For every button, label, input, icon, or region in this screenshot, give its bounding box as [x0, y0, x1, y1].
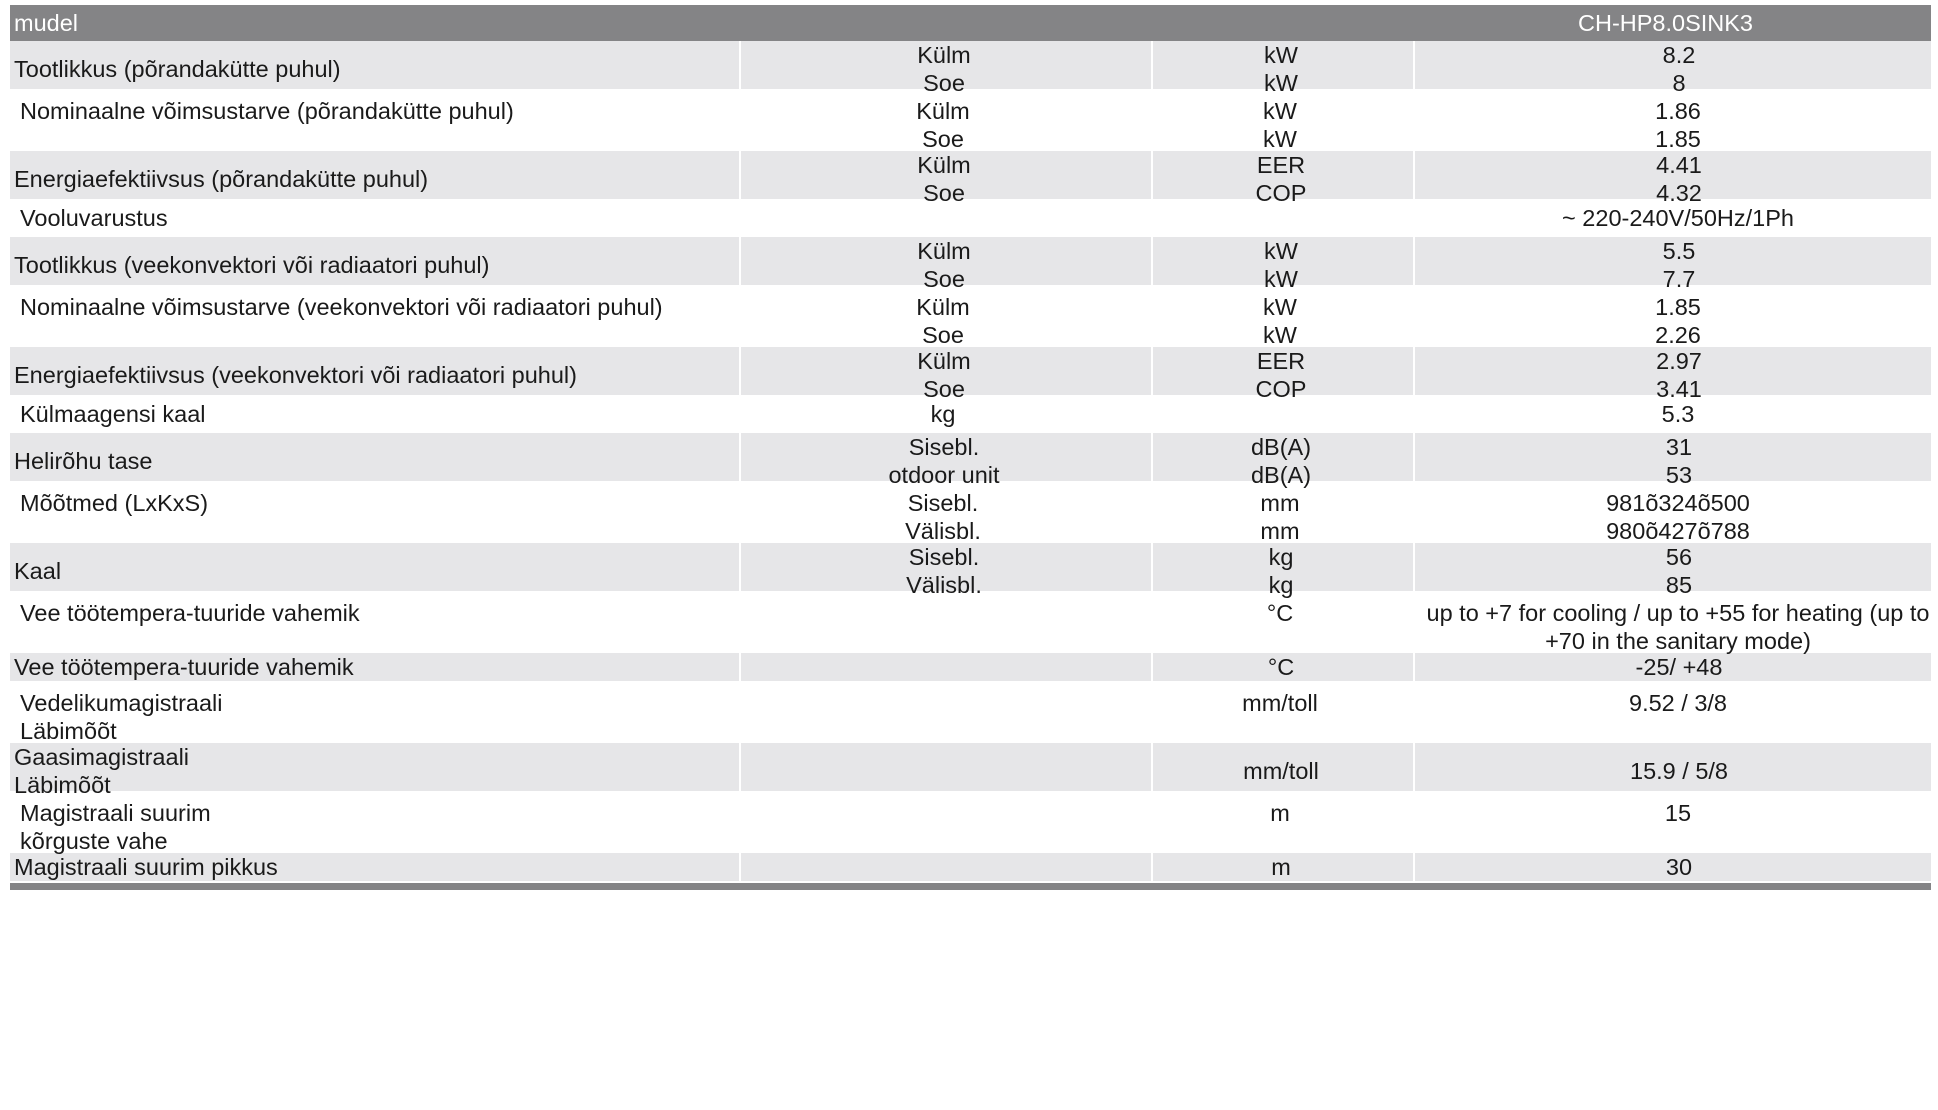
value-text: 5.5	[1662, 238, 1696, 264]
table-row	[10, 151, 1931, 206]
name-text: Energiaefektiivsus (veekonvektori või radiaatori puhul)	[14, 362, 577, 388]
cell-value	[1413, 853, 1938, 881]
mode-text: Välisbl.	[906, 572, 982, 598]
unit-text: kW	[1264, 238, 1298, 264]
unit-text: kW	[1263, 98, 1297, 124]
table-row	[10, 591, 1931, 653]
name-text: Tootlikkus (põrandakütte puhul)	[14, 56, 341, 82]
unit-text: kg	[1268, 544, 1294, 570]
mode-text: Külm	[917, 152, 971, 178]
cell-value	[1413, 791, 1938, 855]
name-text: Läbimõõt	[20, 718, 117, 744]
cell-mode	[739, 285, 1147, 349]
mode-text: Sisebl.	[907, 490, 979, 516]
model-name: CH-HP8.0SINK3	[1578, 10, 1753, 36]
name-text: Nominaalne võimsustarve (veekonvektori või radiaatori puhul)	[20, 294, 663, 320]
unit-text: COP	[1255, 376, 1307, 402]
unit-text: kW	[1264, 266, 1298, 292]
value-text: 9.52 / 3/8	[1629, 690, 1727, 716]
name-text: Kaal	[14, 558, 62, 584]
model-label: mudel	[14, 10, 79, 36]
value-text: 8.2	[1662, 42, 1696, 68]
table-row	[10, 681, 1931, 743]
name-text: Helirõhu tase	[14, 448, 153, 474]
table-row	[10, 433, 1931, 488]
unit-text: mm/toll	[1243, 758, 1319, 784]
table-row	[10, 237, 1931, 292]
table-row	[10, 89, 1931, 151]
unit-text: kg	[1268, 572, 1294, 598]
value-text: 8	[1672, 70, 1686, 96]
value-text: 980õ427õ788	[1606, 518, 1750, 544]
cell-name	[10, 89, 735, 153]
cell-value	[1413, 681, 1938, 745]
value-text: 5.3	[1661, 401, 1695, 427]
mode-text: Soe	[923, 70, 965, 96]
value-text: 53	[1665, 462, 1693, 488]
value-text: ~ 220-240V/50Hz/1Ph	[1562, 205, 1794, 231]
name-text: Energiaefektiivsus (põrandakütte puhul)	[14, 166, 429, 192]
cell-name	[10, 481, 735, 545]
name-text: Vedelikumagistraali	[20, 690, 223, 716]
value-text: 4.41	[1656, 152, 1702, 178]
table-row	[10, 653, 1931, 681]
unit-text: kW	[1264, 70, 1298, 96]
unit-text: kW	[1263, 126, 1297, 152]
value-text: 85	[1665, 572, 1693, 598]
mode-text: Välisbl.	[905, 518, 981, 544]
cell-value	[1413, 285, 1938, 349]
table-row	[10, 41, 1931, 96]
spec-table	[10, 5, 1931, 890]
table-row	[10, 791, 1931, 853]
unit-text: °C	[1266, 600, 1294, 626]
table-row	[10, 543, 1931, 598]
cell-name	[10, 591, 735, 655]
cell-mode	[739, 653, 1147, 681]
table-row	[10, 395, 1931, 433]
name-text: Tootlikkus (veekonvektori või radiaatori puhul)	[14, 252, 490, 278]
cell-value	[1413, 199, 1938, 237]
value-text: 56	[1665, 544, 1693, 570]
cell-value	[1413, 591, 1938, 655]
unit-text: dB(A)	[1250, 434, 1312, 460]
table-row	[10, 743, 1931, 798]
unit-text: kW	[1263, 294, 1297, 320]
table-header	[10, 5, 1931, 41]
name-text: kõrguste vahe	[20, 828, 168, 854]
mode-text: Soe	[922, 126, 964, 152]
cell-name	[10, 653, 735, 681]
name-text: Vooluvarustus	[20, 205, 168, 231]
cell-unit	[1151, 285, 1409, 349]
mode-text: Sisebl.	[908, 544, 980, 570]
mode-text: Külm	[916, 294, 970, 320]
mode-text: Sisebl.	[908, 434, 980, 460]
unit-text: m	[1270, 800, 1290, 826]
value-text: up to +7 for cooling / up to +55 for heating (up to +70 in the sanitary mode)	[1426, 600, 1930, 654]
value-text: 1.86	[1655, 98, 1701, 124]
name-text: Magistraali suurim	[20, 800, 211, 826]
cell-name	[10, 395, 735, 433]
cell-mode	[739, 853, 1147, 881]
mode-text: Soe	[923, 180, 965, 206]
cell-mode	[739, 481, 1147, 545]
mode-text: Külm	[917, 238, 971, 264]
table-row	[10, 285, 1931, 347]
cell-value	[1413, 395, 1938, 433]
mode-text: otdoor unit	[888, 462, 1000, 488]
value-text: 3.41	[1656, 376, 1702, 402]
cell-mode	[739, 89, 1147, 153]
cell-name	[10, 199, 735, 237]
cell-name	[10, 853, 735, 881]
table-bottom-rule	[10, 883, 1931, 890]
cell-value	[1413, 89, 1938, 153]
unit-text: mm	[1260, 490, 1300, 516]
cell-value	[1413, 481, 1938, 545]
unit-text: kW	[1264, 42, 1298, 68]
name-text: Gaasimagistraali	[14, 744, 190, 770]
cell-unit	[1151, 481, 1409, 545]
table-row	[10, 199, 1931, 237]
unit-text: mm	[1260, 518, 1300, 544]
mode-text: Soe	[923, 376, 965, 402]
cell-unit	[1151, 591, 1409, 655]
value-text: 1.85	[1655, 126, 1701, 152]
cell-name	[10, 285, 735, 349]
unit-text: EER	[1256, 152, 1306, 178]
value-text: 4.32	[1656, 180, 1702, 206]
value-text: 2.97	[1656, 348, 1702, 374]
cell-name	[10, 681, 735, 745]
value-text: 1.85	[1655, 294, 1701, 320]
value-text: 15.9 / 5/8	[1630, 758, 1728, 784]
table-row	[10, 481, 1931, 543]
table-body	[10, 41, 1931, 881]
cell-unit	[1151, 199, 1409, 237]
mode-text: Külm	[916, 98, 970, 124]
value-text: 30	[1665, 854, 1693, 880]
unit-text: EER	[1256, 348, 1306, 374]
mode-text: Külm	[917, 348, 971, 374]
name-text: Läbimõõt	[14, 772, 111, 798]
value-text: 7.7	[1662, 266, 1696, 292]
value-text: 981õ324õ500	[1606, 490, 1750, 516]
value-text: 31	[1665, 434, 1693, 460]
unit-text: dB(A)	[1250, 462, 1312, 488]
cell-mode	[739, 791, 1147, 855]
cell-unit	[1151, 395, 1409, 433]
cell-value	[1413, 653, 1938, 681]
cell-unit	[1151, 853, 1409, 881]
cell-unit	[1151, 89, 1409, 153]
unit-text: COP	[1255, 180, 1307, 206]
name-text: Vee töötempera-tuuride vahemik	[14, 654, 354, 680]
cell-name	[10, 791, 735, 855]
name-text: Nominaalne võimsustarve (põrandakütte puhul)	[20, 98, 514, 124]
value-text: 2.26	[1655, 322, 1701, 348]
cell-mode	[739, 199, 1147, 237]
unit-text: kW	[1263, 322, 1297, 348]
cell-unit	[1151, 681, 1409, 745]
mode-text: Soe	[923, 266, 965, 292]
name-text: Magistraali suurim pikkus	[14, 854, 278, 880]
cell-mode	[739, 591, 1147, 655]
table-row	[10, 347, 1931, 402]
name-text: Vee töötempera-tuuride vahemik	[20, 600, 360, 626]
value-text: -25/ +48	[1635, 654, 1723, 680]
unit-text: °C	[1267, 654, 1295, 680]
mode-text: Külm	[917, 42, 971, 68]
table-row	[10, 853, 1931, 881]
unit-text: m	[1271, 854, 1291, 880]
name-text: Mõõtmed (LxKxS)	[20, 490, 209, 516]
unit-text: mm/toll	[1242, 690, 1318, 716]
mode-text: kg	[930, 401, 956, 427]
cell-unit	[1151, 791, 1409, 855]
cell-mode	[739, 681, 1147, 745]
mode-text: Soe	[922, 322, 964, 348]
cell-unit	[1151, 653, 1409, 681]
value-text: 15	[1664, 800, 1692, 826]
cell-mode	[739, 395, 1147, 433]
name-text: Külmaagensi kaal	[20, 401, 206, 427]
